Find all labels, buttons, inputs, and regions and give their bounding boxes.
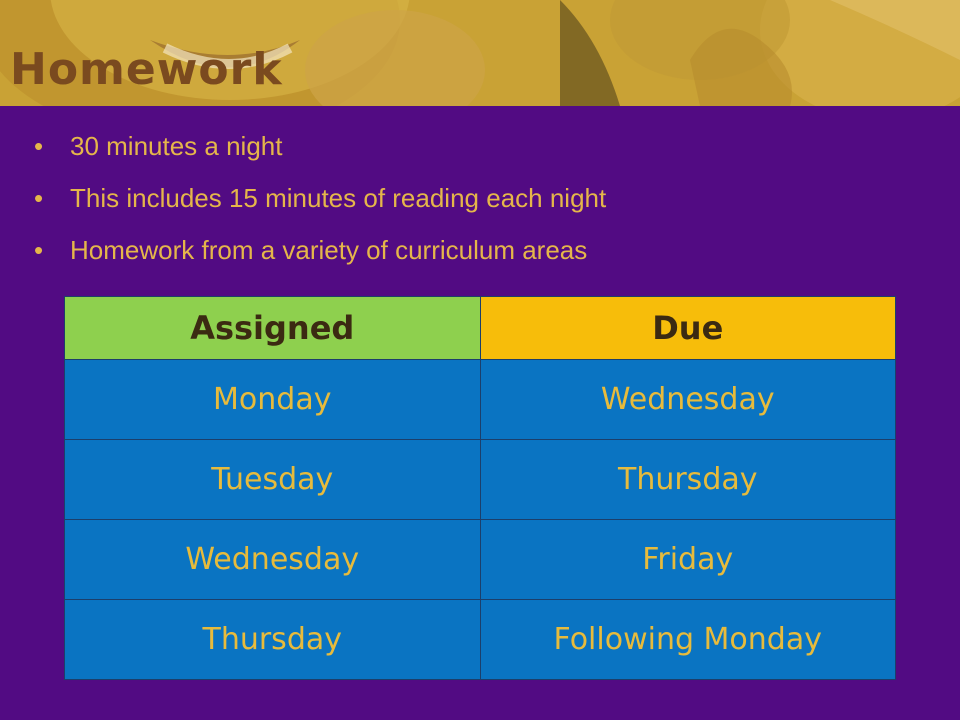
cell-due: Wednesday xyxy=(480,360,896,440)
cell-assigned: Monday xyxy=(65,360,481,440)
table-header-row xyxy=(65,297,896,360)
bullet-list xyxy=(30,120,606,276)
bullet-icon: • xyxy=(34,183,44,213)
bullet-item xyxy=(30,172,606,224)
bullet-text: Homework from a variety of curriculum areas xyxy=(70,235,588,265)
slide-title: Homework xyxy=(10,44,283,95)
cell-due: Thursday xyxy=(480,440,896,520)
table-row xyxy=(65,520,896,600)
header-assigned: Assigned xyxy=(65,297,481,360)
cell-due: Friday xyxy=(480,520,896,600)
homework-schedule-table xyxy=(64,296,896,680)
bullet-icon: • xyxy=(34,131,44,161)
cell-assigned: Wednesday xyxy=(65,520,481,600)
cell-assigned: Tuesday xyxy=(65,440,481,520)
cell-due: Following Monday xyxy=(480,600,896,680)
bullet-icon: • xyxy=(34,235,44,265)
cell-assigned: Thursday xyxy=(65,600,481,680)
header-due: Due xyxy=(480,297,896,360)
bullet-text: 30 minutes a night xyxy=(70,131,283,161)
table-row xyxy=(65,600,896,680)
bullet-item xyxy=(30,224,606,276)
bullet-item xyxy=(30,120,606,172)
bullet-text: This includes 15 minutes of reading each night xyxy=(70,183,607,213)
table-row xyxy=(65,440,896,520)
header-banner xyxy=(0,0,960,106)
table-row xyxy=(65,360,896,440)
